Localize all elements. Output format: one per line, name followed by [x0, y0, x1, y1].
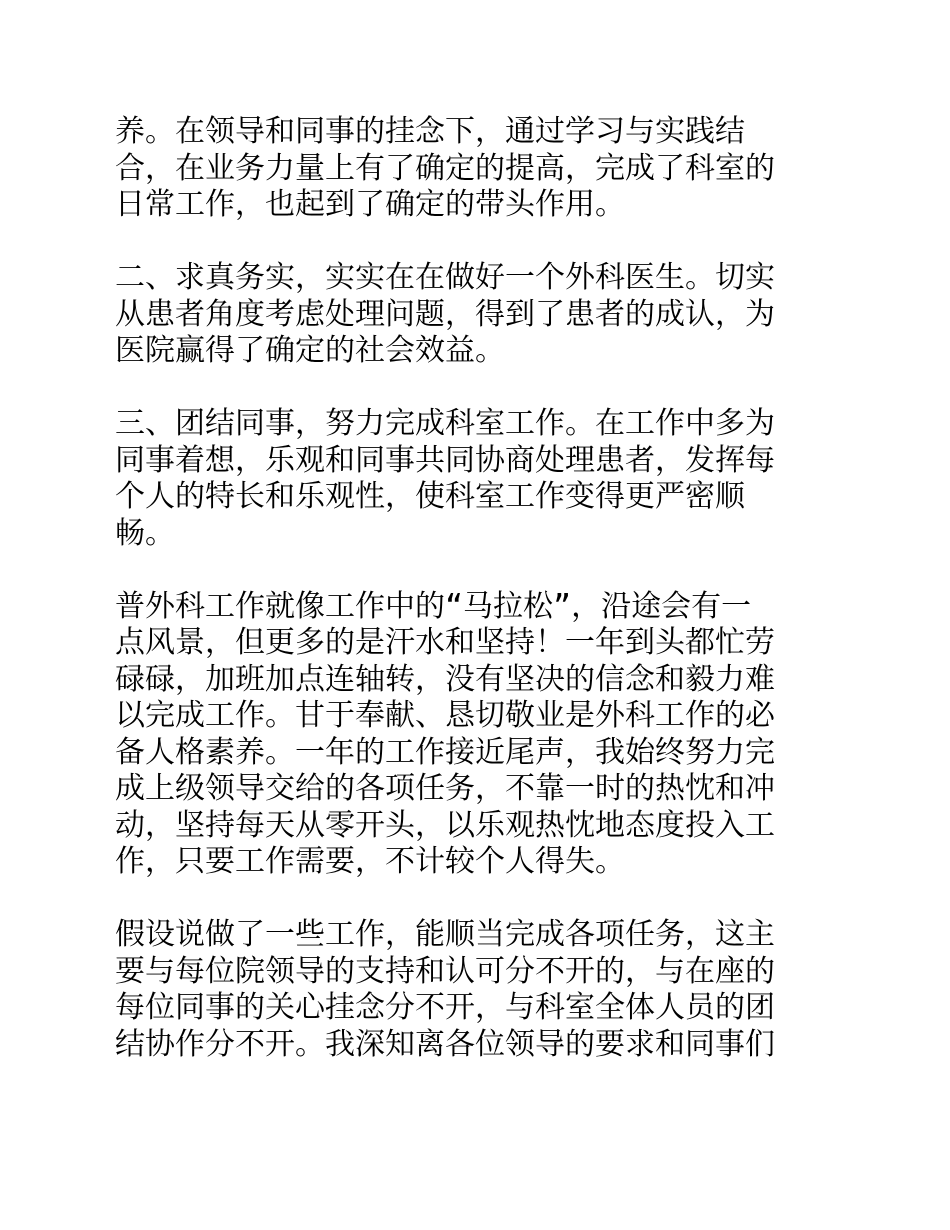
paragraph-3: 三、团结同事，努力完成科室工作。在工作中多为 同事着想，乐观和同事共同协商处理患者，发挥每 个人的特长和乐观性，使科室工作变得更严密顺 畅。 [115, 406, 775, 551]
paragraph-1: 养。在领导和同事的挂念下，通过学习与实践结 合，在业务力量上有了确定的提高，完成了科室的 日常工作，也起到了确定的带头作用。 [115, 114, 775, 222]
paragraph-4: 普外科工作就像工作中的“马拉松”，沿途会有一 点风景，但更多的是汗水和坚持！一年到头都忙劳 碌碌，加班加点连轴转，没有坚决的信念和毅力难 以完成工作。甘于奉献、恳切敬业是外科工作的必 备人格素养。一年的工作接近尾声，我始终努力完 成上级领导交给的各项任务，不靠一时的热忱和冲 动，坚持每天从零开头，以乐观热忱地态度投入工 作，只要工作需要，不计较个人得失。 [115, 588, 775, 879]
paragraph-5: 假设说做了一些工作，能顺当完成各项任务，这主 要与每位院领导的支持和认可分不开的，与在座的 每位同事的关心挂念分不开，与科室全体人员的团 结协作分不开。我深知离各位领导的要求和同事们 [115, 917, 775, 1062]
document-body [115, 114, 840, 1100]
paragraph-2: 二、求真务实，实实在在做好一个外科医生。切实 从患者角度考虑处理问题，得到了患者的成认，为 医院赢得了确定的社会效益。 [115, 260, 775, 368]
